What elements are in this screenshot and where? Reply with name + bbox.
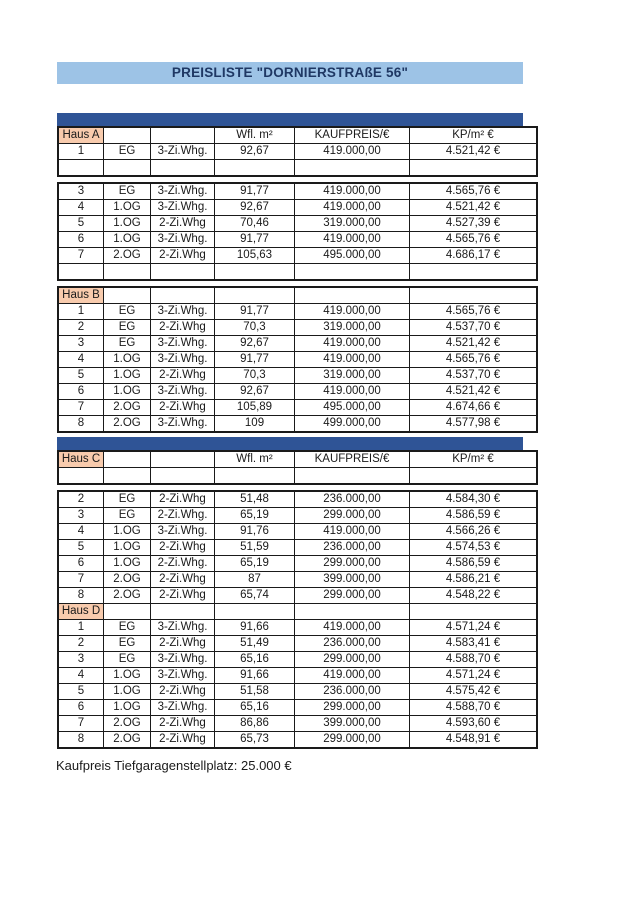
price-per-sqm-cell: 4.577,98 € [410, 416, 538, 433]
price-per-sqm-cell: 4.548,22 € [410, 588, 538, 604]
unit-type-cell: 3-Zi.Whg. [151, 200, 215, 216]
unit-type-cell [151, 127, 215, 144]
area-cell: 70,46 [215, 216, 295, 232]
price-cell: 499.000,00 [295, 416, 410, 433]
table-row [58, 700, 537, 716]
unit-type-cell: 2-Zi.Whg [151, 540, 215, 556]
table-row [58, 368, 537, 384]
house-label-cell: Haus B [58, 287, 104, 304]
table-row [58, 248, 537, 264]
empty-cell [215, 160, 295, 177]
table-row [58, 183, 537, 200]
price-cell: 419.000,00 [295, 200, 410, 216]
price-cell: 419.000,00 [295, 524, 410, 540]
price-per-sqm-cell: 4.674,66 € [410, 400, 538, 416]
area-cell: 65,73 [215, 732, 295, 749]
area-cell: 105,89 [215, 400, 295, 416]
page-title: PREISLISTE "DORNIERSTRAßE 56" [57, 62, 523, 84]
price-per-sqm-cell: 4.565,76 € [410, 304, 538, 320]
house-label-cell: Haus D [58, 604, 104, 620]
floor-cell: 1.OG [104, 540, 151, 556]
price-cell: 299.000,00 [295, 556, 410, 572]
floor-cell: 1.OG [104, 684, 151, 700]
price-per-sqm-cell: 4.586,59 € [410, 508, 538, 524]
unit-type-cell: 2-Zi.Whg [151, 368, 215, 384]
empty-cell [295, 160, 410, 177]
price-table-segment [57, 450, 538, 485]
unit-number-cell: 6 [58, 384, 104, 400]
price-per-sqm-cell: 4.521,42 € [410, 336, 538, 352]
unit-number-cell: 4 [58, 524, 104, 540]
price-per-sqm-cell: 4.574,53 € [410, 540, 538, 556]
unit-number-cell: 4 [58, 200, 104, 216]
floor-cell: 1.OG [104, 700, 151, 716]
area-cell: 91,77 [215, 304, 295, 320]
price-table-segment [57, 490, 538, 749]
area-cell: 105,63 [215, 248, 295, 264]
area-cell [215, 604, 295, 620]
column-header-cell: KP/m² € [410, 451, 538, 468]
floor-cell: EG [104, 183, 151, 200]
floor-cell: 2.OG [104, 716, 151, 732]
empty-row [58, 160, 537, 177]
unit-number-cell: 5 [58, 540, 104, 556]
house-label-cell: Haus A [58, 127, 104, 144]
price-per-sqm-cell: 4.565,76 € [410, 183, 538, 200]
empty-cell [295, 468, 410, 485]
price-cell [295, 604, 410, 620]
floor-cell: 1.OG [104, 352, 151, 368]
unit-type-cell: 3-Zi.Whg. [151, 232, 215, 248]
unit-number-cell: 3 [58, 652, 104, 668]
price-cell: 419.000,00 [295, 352, 410, 368]
unit-number-cell: 1 [58, 304, 104, 320]
price-per-sqm-cell: 4.521,42 € [410, 200, 538, 216]
price-table-haus-a-b [57, 113, 523, 433]
empty-cell [58, 468, 104, 485]
table-top-bar [57, 437, 523, 450]
unit-number-cell: 6 [58, 700, 104, 716]
price-cell: 236.000,00 [295, 491, 410, 508]
floor-cell: 2.OG [104, 588, 151, 604]
unit-type-cell: 2-Zi.Whg. [151, 556, 215, 572]
price-cell: 399.000,00 [295, 716, 410, 732]
unit-type-cell: 2-Zi.Whg [151, 400, 215, 416]
column-header-cell: KP/m² € [410, 127, 538, 144]
area-cell: 91,76 [215, 524, 295, 540]
price-per-sqm-cell: 4.527,39 € [410, 216, 538, 232]
price-cell: 495.000,00 [295, 248, 410, 264]
floor-cell: 1.OG [104, 668, 151, 684]
unit-type-cell: 2-Zi.Whg. [151, 508, 215, 524]
price-cell: 319.000,00 [295, 320, 410, 336]
table-row [58, 400, 537, 416]
unit-number-cell: 3 [58, 508, 104, 524]
empty-cell [58, 264, 104, 281]
empty-cell [410, 160, 538, 177]
table-row [58, 352, 537, 368]
floor-cell: 2.OG [104, 572, 151, 588]
empty-cell [295, 264, 410, 281]
area-cell: 86,86 [215, 716, 295, 732]
price-cell: 419.000,00 [295, 304, 410, 320]
price-cell: 419.000,00 [295, 668, 410, 684]
table-row [58, 652, 537, 668]
area-cell: 65,19 [215, 508, 295, 524]
unit-type-cell: 3-Zi.Whg. [151, 652, 215, 668]
price-per-sqm-cell: 4.584,30 € [410, 491, 538, 508]
table-row [58, 416, 537, 433]
empty-cell [215, 264, 295, 281]
table-row [58, 384, 537, 400]
floor-cell [104, 287, 151, 304]
area-cell: 65,19 [215, 556, 295, 572]
price-cell: 419.000,00 [295, 232, 410, 248]
floor-cell: EG [104, 620, 151, 636]
unit-number-cell: 1 [58, 144, 104, 160]
area-cell: 51,49 [215, 636, 295, 652]
table-header-row [58, 451, 537, 468]
table-row [58, 232, 537, 248]
column-header-cell: KAUFPREIS/€ [295, 451, 410, 468]
unit-type-cell: 3-Zi.Whg. [151, 700, 215, 716]
unit-type-cell: 3-Zi.Whg. [151, 336, 215, 352]
unit-number-cell: 2 [58, 320, 104, 336]
unit-number-cell: 6 [58, 556, 104, 572]
unit-number-cell: 5 [58, 368, 104, 384]
table-row [58, 636, 537, 652]
unit-type-cell: 3-Zi.Whg. [151, 620, 215, 636]
floor-cell: 2.OG [104, 732, 151, 749]
area-cell [215, 287, 295, 304]
unit-type-cell [151, 604, 215, 620]
price-table-segment [57, 182, 538, 281]
price-cell: 299.000,00 [295, 588, 410, 604]
unit-number-cell: 8 [58, 416, 104, 433]
table-row [58, 304, 537, 320]
price-cell: 236.000,00 [295, 540, 410, 556]
price-per-sqm-cell: 4.686,17 € [410, 248, 538, 264]
unit-number-cell: 3 [58, 183, 104, 200]
price-cell: 419.000,00 [295, 144, 410, 160]
price-per-sqm-cell: 4.537,70 € [410, 320, 538, 336]
price-cell: 319.000,00 [295, 368, 410, 384]
unit-type-cell: 2-Zi.Whg [151, 216, 215, 232]
unit-type-cell: 3-Zi.Whg. [151, 144, 215, 160]
price-per-sqm-cell: 4.521,42 € [410, 144, 538, 160]
empty-cell [104, 468, 151, 485]
floor-cell: 1.OG [104, 368, 151, 384]
floor-cell: EG [104, 304, 151, 320]
floor-cell: EG [104, 491, 151, 508]
empty-cell [410, 468, 538, 485]
price-cell: 236.000,00 [295, 636, 410, 652]
price-cell: 299.000,00 [295, 508, 410, 524]
unit-type-cell: 3-Zi.Whg. [151, 668, 215, 684]
unit-number-cell: 4 [58, 668, 104, 684]
price-per-sqm-cell: 4.593,60 € [410, 716, 538, 732]
empty-cell [151, 264, 215, 281]
unit-type-cell [151, 287, 215, 304]
area-cell: 91,77 [215, 183, 295, 200]
unit-number-cell: 8 [58, 588, 104, 604]
price-cell: 299.000,00 [295, 700, 410, 716]
price-per-sqm-cell: 4.565,76 € [410, 352, 538, 368]
floor-cell: EG [104, 652, 151, 668]
price-per-sqm-cell [410, 287, 538, 304]
price-per-sqm-cell: 4.521,42 € [410, 384, 538, 400]
price-per-sqm-cell: 4.548,91 € [410, 732, 538, 749]
unit-type-cell: 2-Zi.Whg [151, 588, 215, 604]
unit-type-cell: 2-Zi.Whg [151, 491, 215, 508]
table-row [58, 588, 537, 604]
table-row [58, 572, 537, 588]
table-row [58, 200, 537, 216]
table-row [58, 336, 537, 352]
floor-cell: 1.OG [104, 384, 151, 400]
unit-type-cell: 3-Zi.Whg. [151, 183, 215, 200]
area-cell: 109 [215, 416, 295, 433]
price-per-sqm-cell [410, 604, 538, 620]
floor-cell: EG [104, 320, 151, 336]
floor-cell: EG [104, 144, 151, 160]
table-row [58, 540, 537, 556]
garage-price-note: Kaufpreis Tiefgaragenstellplatz: 25.000 € [56, 758, 292, 773]
empty-cell [104, 160, 151, 177]
price-cell: 419.000,00 [295, 336, 410, 352]
price-cell: 299.000,00 [295, 652, 410, 668]
table-row [58, 668, 537, 684]
floor-cell [104, 127, 151, 144]
area-cell: 92,67 [215, 384, 295, 400]
unit-type-cell: 3-Zi.Whg. [151, 384, 215, 400]
area-cell: 65,16 [215, 652, 295, 668]
price-per-sqm-cell: 4.566,26 € [410, 524, 538, 540]
floor-cell: 1.OG [104, 200, 151, 216]
house-label-cell: Haus C [58, 451, 104, 468]
table-row [58, 216, 537, 232]
area-cell: 65,74 [215, 588, 295, 604]
unit-type-cell: 2-Zi.Whg [151, 636, 215, 652]
unit-number-cell: 5 [58, 684, 104, 700]
area-cell: 91,77 [215, 352, 295, 368]
price-table-segment [57, 126, 538, 177]
empty-cell [58, 160, 104, 177]
unit-number-cell: 2 [58, 491, 104, 508]
table-row [58, 144, 537, 160]
price-per-sqm-cell: 4.586,59 € [410, 556, 538, 572]
empty-cell [104, 264, 151, 281]
column-header-cell: Wfl. m² [215, 127, 295, 144]
empty-cell [410, 264, 538, 281]
unit-type-cell: 3-Zi.Whg. [151, 304, 215, 320]
unit-number-cell: 6 [58, 232, 104, 248]
area-cell: 91,77 [215, 232, 295, 248]
area-cell: 70,3 [215, 320, 295, 336]
table-row [58, 508, 537, 524]
price-cell: 236.000,00 [295, 684, 410, 700]
price-per-sqm-cell: 4.537,70 € [410, 368, 538, 384]
floor-cell: 1.OG [104, 556, 151, 572]
empty-cell [151, 468, 215, 485]
empty-row [58, 468, 537, 485]
table-row [58, 716, 537, 732]
price-cell: 399.000,00 [295, 572, 410, 588]
floor-cell [104, 451, 151, 468]
unit-type-cell: 2-Zi.Whg [151, 320, 215, 336]
empty-row [58, 264, 537, 281]
table-row [58, 491, 537, 508]
empty-cell [215, 468, 295, 485]
table-row [58, 556, 537, 572]
unit-type-cell: 3-Zi.Whg. [151, 524, 215, 540]
price-per-sqm-cell: 4.571,24 € [410, 668, 538, 684]
area-cell: 92,67 [215, 200, 295, 216]
column-header-cell: Wfl. m² [215, 451, 295, 468]
price-per-sqm-cell: 4.571,24 € [410, 620, 538, 636]
unit-type-cell: 2-Zi.Whg [151, 248, 215, 264]
unit-number-cell: 5 [58, 216, 104, 232]
unit-number-cell: 1 [58, 620, 104, 636]
house-header-row [58, 604, 537, 620]
area-cell: 91,66 [215, 668, 295, 684]
floor-cell: 2.OG [104, 400, 151, 416]
unit-type-cell [151, 451, 215, 468]
floor-cell: 2.OG [104, 416, 151, 433]
price-per-sqm-cell: 4.583,41 € [410, 636, 538, 652]
price-table-haus-c-d [57, 437, 523, 749]
area-cell: 70,3 [215, 368, 295, 384]
floor-cell: EG [104, 636, 151, 652]
unit-number-cell: 8 [58, 732, 104, 749]
floor-cell: 1.OG [104, 524, 151, 540]
price-cell: 319.000,00 [295, 216, 410, 232]
area-cell: 92,67 [215, 336, 295, 352]
floor-cell: EG [104, 508, 151, 524]
table-row [58, 684, 537, 700]
floor-cell: 1.OG [104, 216, 151, 232]
area-cell: 87 [215, 572, 295, 588]
price-per-sqm-cell: 4.575,42 € [410, 684, 538, 700]
table-header-row [58, 127, 537, 144]
price-cell: 419.000,00 [295, 620, 410, 636]
unit-number-cell: 7 [58, 572, 104, 588]
unit-type-cell: 2-Zi.Whg [151, 732, 215, 749]
area-cell: 51,58 [215, 684, 295, 700]
floor-cell: 1.OG [104, 232, 151, 248]
unit-number-cell: 2 [58, 636, 104, 652]
table-row [58, 524, 537, 540]
area-cell: 92,67 [215, 144, 295, 160]
area-cell: 51,59 [215, 540, 295, 556]
unit-type-cell: 3-Zi.Whg. [151, 416, 215, 433]
empty-cell [151, 160, 215, 177]
floor-cell [104, 604, 151, 620]
unit-number-cell: 4 [58, 352, 104, 368]
unit-number-cell: 7 [58, 716, 104, 732]
unit-type-cell: 2-Zi.Whg [151, 716, 215, 732]
area-cell: 51,48 [215, 491, 295, 508]
unit-type-cell: 3-Zi.Whg. [151, 352, 215, 368]
price-per-sqm-cell: 4.586,21 € [410, 572, 538, 588]
price-cell: 419.000,00 [295, 183, 410, 200]
price-cell [295, 287, 410, 304]
column-header-cell: KAUFPREIS/€ [295, 127, 410, 144]
floor-cell: EG [104, 336, 151, 352]
floor-cell: 2.OG [104, 248, 151, 264]
price-cell: 419.000,00 [295, 384, 410, 400]
unit-number-cell: 7 [58, 400, 104, 416]
price-per-sqm-cell: 4.588,70 € [410, 652, 538, 668]
price-cell: 495.000,00 [295, 400, 410, 416]
area-cell: 91,66 [215, 620, 295, 636]
price-table-segment [57, 286, 538, 433]
table-top-bar [57, 113, 523, 126]
house-header-row [58, 287, 537, 304]
price-per-sqm-cell: 4.565,76 € [410, 232, 538, 248]
price-cell: 299.000,00 [295, 732, 410, 749]
table-row [58, 320, 537, 336]
table-row [58, 732, 537, 749]
unit-type-cell: 2-Zi.Whg [151, 684, 215, 700]
unit-number-cell: 3 [58, 336, 104, 352]
area-cell: 65,16 [215, 700, 295, 716]
unit-type-cell: 2-Zi.Whg [151, 572, 215, 588]
table-row [58, 620, 537, 636]
unit-number-cell: 7 [58, 248, 104, 264]
price-per-sqm-cell: 4.588,70 € [410, 700, 538, 716]
